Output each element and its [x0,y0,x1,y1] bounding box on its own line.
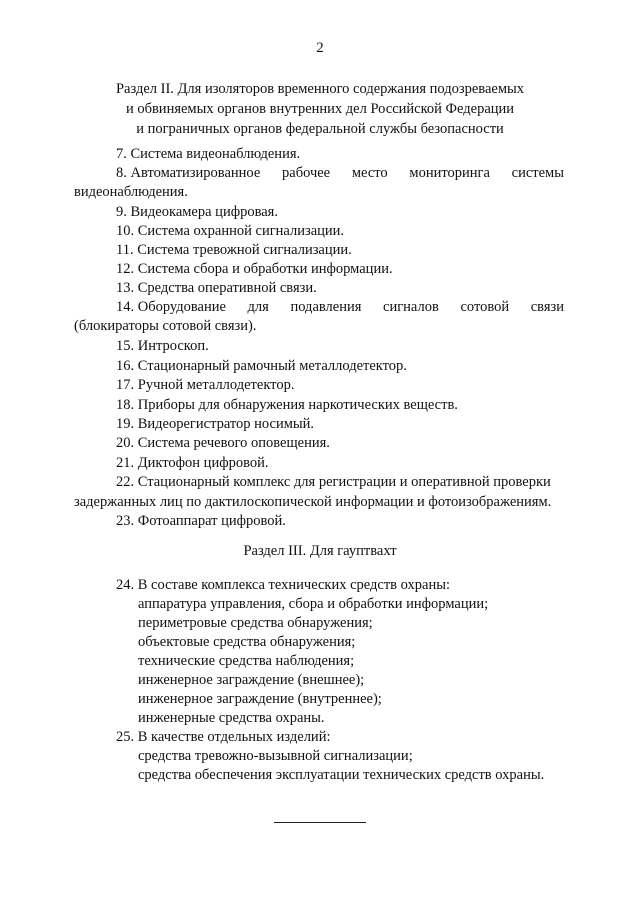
list-item-15: 15. Интроскоп. [116,338,209,354]
list-item-11: 11. Система тревожной сигнализации. [116,242,352,258]
list-item-8-line-2: видеонаблюдения. [74,184,188,200]
list-item-22-line-1: 22. Стационарный комплекс для регистрации и оперативной проверки [116,474,551,490]
list-item-21: 21. Диктофон цифровой. [116,455,269,471]
sub-item: технические средства наблюдения; [138,653,355,669]
sub-item: периметровые средства обнаружения; [138,615,373,631]
sub-item: инженерное заграждение (внешнее); [138,672,365,688]
list-item-18: 18. Приборы для обнаружения наркотических веществ. [116,397,458,413]
list-item-8 [74,164,564,202]
end-divider [274,822,366,823]
word: связи [530,299,564,315]
list-item-10: 10. Система охранной сигнализации. [116,223,345,239]
list-item-16: 16. Стационарный рамочный металлодетектор. [116,358,407,374]
word: рабочее [282,165,331,181]
list-item-25: 25. В качестве отдельных изделий: [116,729,331,745]
list-item-14-line-2: (блокираторы сотовой связи). [74,318,257,334]
page-number: 2 [316,40,324,56]
list-item-23: 23. Фотоаппарат цифровой. [116,513,286,529]
list-item-14-line-1 [116,298,564,317]
section-2-heading-line: Раздел II. Для изоляторов временного содержания подозреваемых [115,81,524,97]
sub-item: аппаратура управления, сбора и обработки информации; [138,596,489,612]
word: сотовой [460,299,510,315]
section-2-heading-line: и пограничных органов федеральной службы безопасности [136,121,504,137]
sub-item: объектовые средства обнаружения; [138,634,356,650]
sub-item: средства обеспечения эксплуатации технических средств охраны. [138,767,545,783]
list-item-22-line-2: задержанных лиц по дактилоскопической информации и фотоизображениям. [74,494,552,510]
word: 8. Автоматизированное [116,165,261,181]
sub-item: инженерные средства охраны. [138,710,325,726]
word: системы [511,165,564,181]
list-item-13: 13. Средства оперативной связи. [116,280,317,296]
list-item-14 [74,298,564,336]
list-item-19: 19. Видеорегистратор носимый. [116,416,315,432]
section-3-heading: Раздел III. Для гауптвахт [243,543,397,559]
list-item-12: 12. Система сбора и обработки информации. [116,261,393,277]
list-item-20: 20. Система речевого оповещения. [116,435,330,451]
sub-item: средства тревожно-вызывной сигнализации; [138,748,413,764]
list-item-7: 7. Система видеонаблюдения. [116,146,301,162]
word: мониторинга [409,165,490,181]
word: сигналов [383,299,439,315]
sub-item: инженерное заграждение (внутреннее); [138,691,382,707]
word: 14. Оборудование [116,299,226,315]
list-item-9: 9. Видеокамера цифровая. [116,204,278,220]
word: подавления [290,299,362,315]
list-item-8-line-1 [116,164,564,183]
section-2-heading [60,79,580,139]
list-item-17: 17. Ручной металлодетектор. [116,377,295,393]
list-item-24: 24. В составе комплекса технических средств охраны: [116,577,451,593]
section-2-heading-line: и обвиняемых органов внутренних дел Российской Федерации [125,101,515,117]
word: для [247,299,269,315]
word: место [351,165,388,181]
